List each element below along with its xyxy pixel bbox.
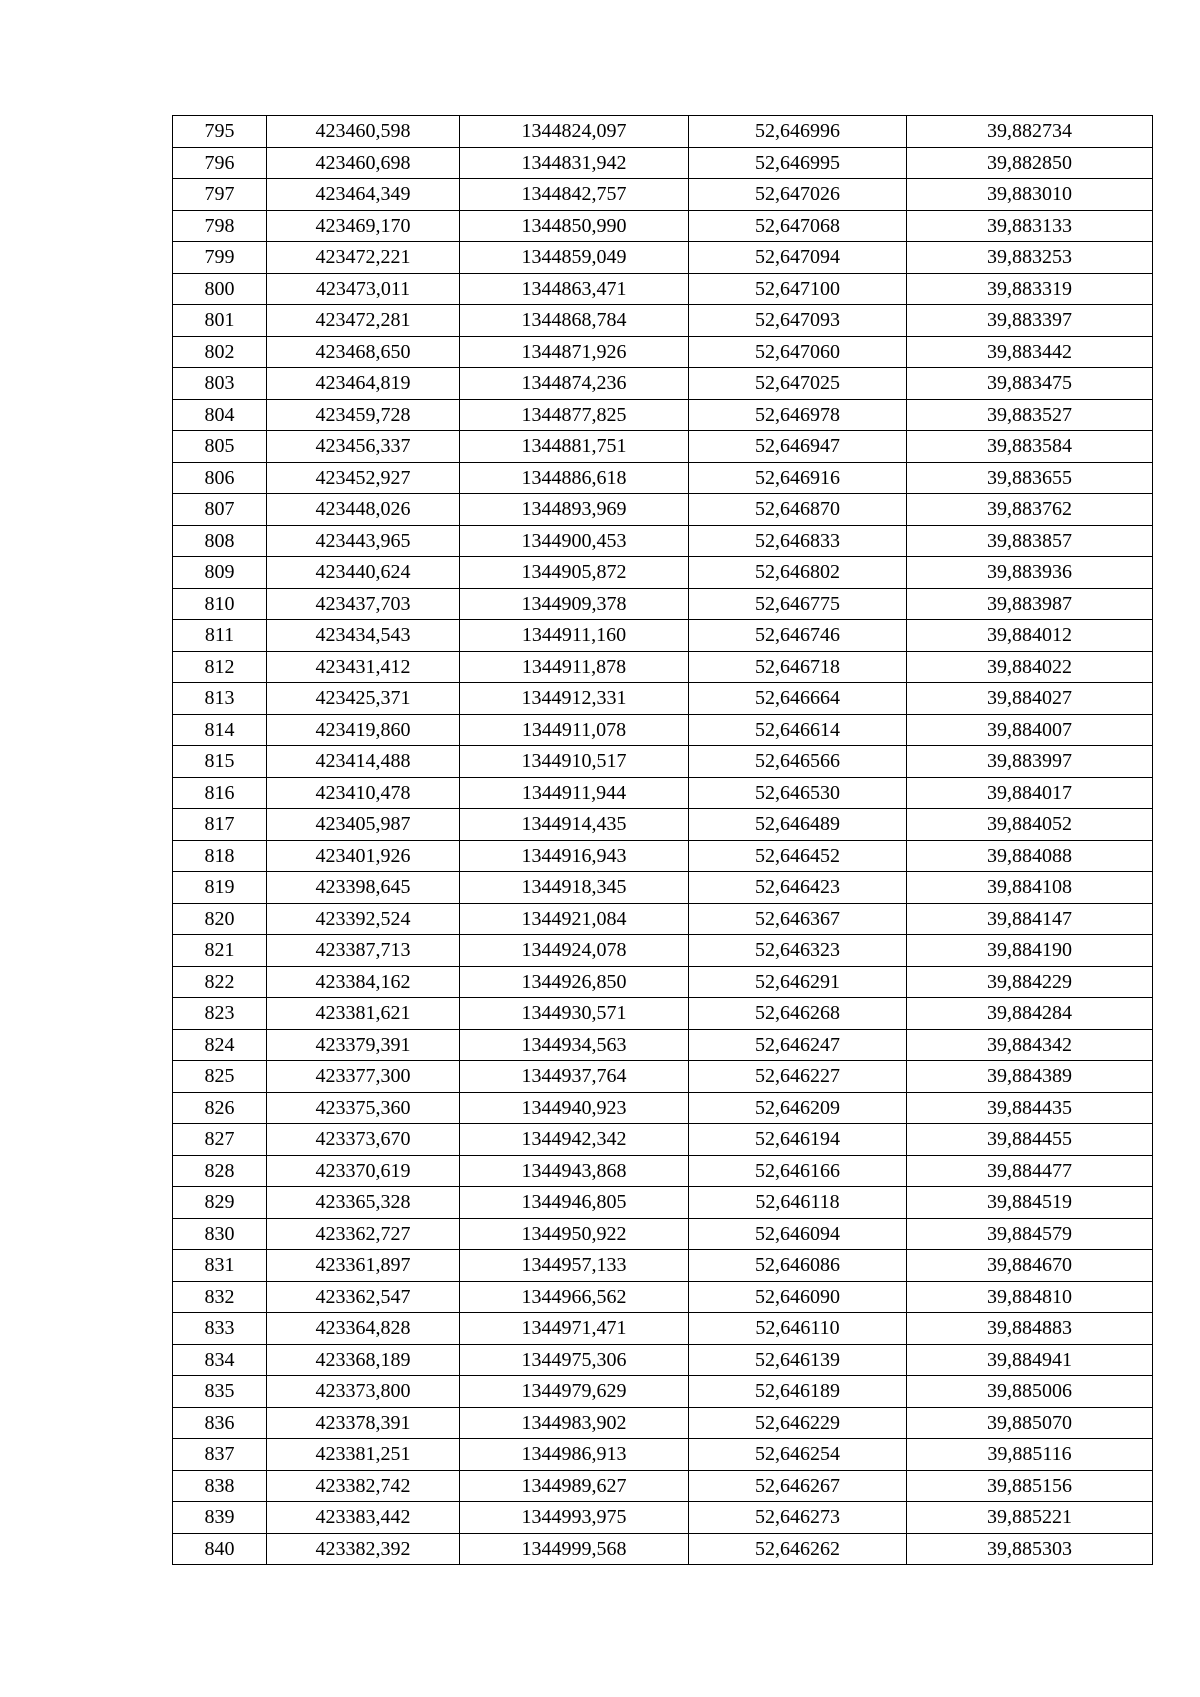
x-coordinate-cell: 423437,703 [267,588,460,620]
longitude-cell: 39,883133 [907,210,1153,242]
table-row [173,1092,1153,1124]
y-coordinate-cell: 1344886,618 [460,462,689,494]
point-number-cell: 829 [173,1187,267,1219]
longitude-cell: 39,885116 [907,1439,1153,1471]
point-number-cell: 803 [173,368,267,400]
table-row [173,1439,1153,1471]
point-number-cell: 798 [173,210,267,242]
latitude-cell: 52,646268 [689,998,907,1030]
point-number-cell: 828 [173,1155,267,1187]
table-row [173,683,1153,715]
latitude-cell: 52,646947 [689,431,907,463]
coordinates-table [172,115,1153,1565]
y-coordinate-cell: 1344950,922 [460,1218,689,1250]
latitude-cell: 52,646090 [689,1281,907,1313]
latitude-cell: 52,646139 [689,1344,907,1376]
x-coordinate-cell: 423383,442 [267,1502,460,1534]
latitude-cell: 52,646166 [689,1155,907,1187]
table-row [173,1061,1153,1093]
latitude-cell: 52,646566 [689,746,907,778]
y-coordinate-cell: 1344926,850 [460,966,689,998]
latitude-cell: 52,646367 [689,903,907,935]
latitude-cell: 52,647068 [689,210,907,242]
table-row [173,998,1153,1030]
x-coordinate-cell: 423405,987 [267,809,460,841]
y-coordinate-cell: 1344971,471 [460,1313,689,1345]
y-coordinate-cell: 1344911,078 [460,714,689,746]
longitude-cell: 39,884088 [907,840,1153,872]
x-coordinate-cell: 423456,337 [267,431,460,463]
latitude-cell: 52,646209 [689,1092,907,1124]
x-coordinate-cell: 423362,727 [267,1218,460,1250]
x-coordinate-cell: 423382,392 [267,1533,460,1565]
y-coordinate-cell: 1344942,342 [460,1124,689,1156]
y-coordinate-cell: 1344850,990 [460,210,689,242]
x-coordinate-cell: 423381,621 [267,998,460,1030]
y-coordinate-cell: 1344914,435 [460,809,689,841]
x-coordinate-cell: 423419,860 [267,714,460,746]
point-number-cell: 830 [173,1218,267,1250]
latitude-cell: 52,647025 [689,368,907,400]
y-coordinate-cell: 1344924,078 [460,935,689,967]
table-row [173,431,1153,463]
y-coordinate-cell: 1344881,751 [460,431,689,463]
table-row [173,1533,1153,1565]
latitude-cell: 52,646423 [689,872,907,904]
y-coordinate-cell: 1344918,345 [460,872,689,904]
point-number-cell: 826 [173,1092,267,1124]
x-coordinate-cell: 423392,524 [267,903,460,935]
x-coordinate-cell: 423472,221 [267,242,460,274]
table-row [173,1124,1153,1156]
table-row [173,116,1153,148]
y-coordinate-cell: 1344911,160 [460,620,689,652]
longitude-cell: 39,883010 [907,179,1153,211]
point-number-cell: 823 [173,998,267,1030]
point-number-cell: 813 [173,683,267,715]
x-coordinate-cell: 423384,162 [267,966,460,998]
y-coordinate-cell: 1344912,331 [460,683,689,715]
point-number-cell: 800 [173,273,267,305]
longitude-cell: 39,884012 [907,620,1153,652]
y-coordinate-cell: 1344909,378 [460,588,689,620]
latitude-cell: 52,646247 [689,1029,907,1061]
point-number-cell: 837 [173,1439,267,1471]
x-coordinate-cell: 423472,281 [267,305,460,337]
y-coordinate-cell: 1344831,942 [460,147,689,179]
latitude-cell: 52,646267 [689,1470,907,1502]
latitude-cell: 52,646254 [689,1439,907,1471]
longitude-cell: 39,884229 [907,966,1153,998]
table-row [173,494,1153,526]
point-number-cell: 802 [173,336,267,368]
table-row [173,1155,1153,1187]
x-coordinate-cell: 423473,011 [267,273,460,305]
longitude-cell: 39,884190 [907,935,1153,967]
latitude-cell: 52,646094 [689,1218,907,1250]
longitude-cell: 39,883987 [907,588,1153,620]
y-coordinate-cell: 1344859,049 [460,242,689,274]
point-number-cell: 822 [173,966,267,998]
table-row [173,714,1153,746]
x-coordinate-cell: 423377,300 [267,1061,460,1093]
y-coordinate-cell: 1344842,757 [460,179,689,211]
table-row [173,1502,1153,1534]
latitude-cell: 52,646996 [689,116,907,148]
latitude-cell: 52,646802 [689,557,907,589]
latitude-cell: 52,647100 [689,273,907,305]
longitude-cell: 39,883762 [907,494,1153,526]
latitude-cell: 52,646978 [689,399,907,431]
point-number-cell: 836 [173,1407,267,1439]
y-coordinate-cell: 1344966,562 [460,1281,689,1313]
y-coordinate-cell: 1344871,926 [460,336,689,368]
y-coordinate-cell: 1344916,943 [460,840,689,872]
point-number-cell: 835 [173,1376,267,1408]
point-number-cell: 820 [173,903,267,935]
point-number-cell: 808 [173,525,267,557]
y-coordinate-cell: 1344900,453 [460,525,689,557]
x-coordinate-cell: 423469,170 [267,210,460,242]
table-row [173,368,1153,400]
x-coordinate-cell: 423414,488 [267,746,460,778]
latitude-cell: 52,647093 [689,305,907,337]
latitude-cell: 52,646614 [689,714,907,746]
y-coordinate-cell: 1344893,969 [460,494,689,526]
longitude-cell: 39,883584 [907,431,1153,463]
longitude-cell: 39,882850 [907,147,1153,179]
longitude-cell: 39,884810 [907,1281,1153,1313]
table-row [173,588,1153,620]
point-number-cell: 796 [173,147,267,179]
latitude-cell: 52,646323 [689,935,907,967]
table-row [173,777,1153,809]
x-coordinate-cell: 423431,412 [267,651,460,683]
point-number-cell: 816 [173,777,267,809]
table-row [173,557,1153,589]
point-number-cell: 838 [173,1470,267,1502]
point-number-cell: 799 [173,242,267,274]
point-number-cell: 839 [173,1502,267,1534]
y-coordinate-cell: 1344975,306 [460,1344,689,1376]
point-number-cell: 814 [173,714,267,746]
table-row [173,935,1153,967]
table-row [173,525,1153,557]
longitude-cell: 39,884007 [907,714,1153,746]
x-coordinate-cell: 423460,598 [267,116,460,148]
latitude-cell: 52,646995 [689,147,907,179]
y-coordinate-cell: 1344930,571 [460,998,689,1030]
x-coordinate-cell: 423375,360 [267,1092,460,1124]
latitude-cell: 52,646110 [689,1313,907,1345]
y-coordinate-cell: 1344943,868 [460,1155,689,1187]
coordinates-table-body [173,116,1153,1565]
longitude-cell: 39,884389 [907,1061,1153,1093]
x-coordinate-cell: 423401,926 [267,840,460,872]
point-number-cell: 795 [173,116,267,148]
latitude-cell: 52,646530 [689,777,907,809]
longitude-cell: 39,884435 [907,1092,1153,1124]
latitude-cell: 52,646118 [689,1187,907,1219]
longitude-cell: 39,884883 [907,1313,1153,1345]
table-row [173,147,1153,179]
longitude-cell: 39,885303 [907,1533,1153,1565]
table-row [173,966,1153,998]
table-row [173,1376,1153,1408]
longitude-cell: 39,884147 [907,903,1153,935]
table-row [173,1281,1153,1313]
point-number-cell: 806 [173,462,267,494]
y-coordinate-cell: 1344863,471 [460,273,689,305]
point-number-cell: 832 [173,1281,267,1313]
longitude-cell: 39,883655 [907,462,1153,494]
table-row [173,1407,1153,1439]
longitude-cell: 39,884108 [907,872,1153,904]
latitude-cell: 52,646746 [689,620,907,652]
longitude-cell: 39,885070 [907,1407,1153,1439]
longitude-cell: 39,884455 [907,1124,1153,1156]
x-coordinate-cell: 423452,927 [267,462,460,494]
point-number-cell: 817 [173,809,267,841]
latitude-cell: 52,646664 [689,683,907,715]
latitude-cell: 52,647026 [689,179,907,211]
x-coordinate-cell: 423378,391 [267,1407,460,1439]
point-number-cell: 804 [173,399,267,431]
longitude-cell: 39,884941 [907,1344,1153,1376]
x-coordinate-cell: 423443,965 [267,525,460,557]
longitude-cell: 39,883442 [907,336,1153,368]
longitude-cell: 39,884342 [907,1029,1153,1061]
x-coordinate-cell: 423459,728 [267,399,460,431]
latitude-cell: 52,646870 [689,494,907,526]
longitude-cell: 39,885156 [907,1470,1153,1502]
x-coordinate-cell: 423440,624 [267,557,460,589]
point-number-cell: 815 [173,746,267,778]
point-number-cell: 797 [173,179,267,211]
x-coordinate-cell: 423468,650 [267,336,460,368]
y-coordinate-cell: 1344999,568 [460,1533,689,1565]
table-row [173,1344,1153,1376]
x-coordinate-cell: 423382,742 [267,1470,460,1502]
latitude-cell: 52,646291 [689,966,907,998]
latitude-cell: 52,646273 [689,1502,907,1534]
x-coordinate-cell: 423370,619 [267,1155,460,1187]
longitude-cell: 39,884284 [907,998,1153,1030]
longitude-cell: 39,884519 [907,1187,1153,1219]
point-number-cell: 821 [173,935,267,967]
table-row [173,179,1153,211]
y-coordinate-cell: 1344824,097 [460,116,689,148]
table-row [173,620,1153,652]
point-number-cell: 801 [173,305,267,337]
y-coordinate-cell: 1344921,084 [460,903,689,935]
longitude-cell: 39,883997 [907,746,1153,778]
x-coordinate-cell: 423373,800 [267,1376,460,1408]
longitude-cell: 39,884027 [907,683,1153,715]
latitude-cell: 52,647094 [689,242,907,274]
longitude-cell: 39,883857 [907,525,1153,557]
table-row [173,1029,1153,1061]
table-row [173,242,1153,274]
latitude-cell: 52,646229 [689,1407,907,1439]
table-row [173,746,1153,778]
table-row [173,1187,1153,1219]
y-coordinate-cell: 1344868,784 [460,305,689,337]
table-row [173,399,1153,431]
point-number-cell: 825 [173,1061,267,1093]
x-coordinate-cell: 423460,698 [267,147,460,179]
latitude-cell: 52,646227 [689,1061,907,1093]
y-coordinate-cell: 1344911,944 [460,777,689,809]
longitude-cell: 39,883936 [907,557,1153,589]
table-row [173,903,1153,935]
point-number-cell: 834 [173,1344,267,1376]
table-row [173,1313,1153,1345]
longitude-cell: 39,883475 [907,368,1153,400]
y-coordinate-cell: 1344934,563 [460,1029,689,1061]
x-coordinate-cell: 423364,828 [267,1313,460,1345]
latitude-cell: 52,646194 [689,1124,907,1156]
x-coordinate-cell: 423410,478 [267,777,460,809]
x-coordinate-cell: 423398,645 [267,872,460,904]
x-coordinate-cell: 423362,547 [267,1281,460,1313]
x-coordinate-cell: 423379,391 [267,1029,460,1061]
longitude-cell: 39,883527 [907,399,1153,431]
y-coordinate-cell: 1344989,627 [460,1470,689,1502]
table-row [173,840,1153,872]
table-row [173,651,1153,683]
latitude-cell: 52,646189 [689,1376,907,1408]
table-row [173,462,1153,494]
latitude-cell: 52,646262 [689,1533,907,1565]
table-row [173,305,1153,337]
latitude-cell: 52,646086 [689,1250,907,1282]
point-number-cell: 840 [173,1533,267,1565]
longitude-cell: 39,884022 [907,651,1153,683]
longitude-cell: 39,884670 [907,1250,1153,1282]
point-number-cell: 819 [173,872,267,904]
latitude-cell: 52,646489 [689,809,907,841]
longitude-cell: 39,882734 [907,116,1153,148]
latitude-cell: 52,646452 [689,840,907,872]
y-coordinate-cell: 1344993,975 [460,1502,689,1534]
x-coordinate-cell: 423448,026 [267,494,460,526]
longitude-cell: 39,884579 [907,1218,1153,1250]
point-number-cell: 818 [173,840,267,872]
y-coordinate-cell: 1344940,923 [460,1092,689,1124]
y-coordinate-cell: 1344874,236 [460,368,689,400]
table-row [173,336,1153,368]
x-coordinate-cell: 423425,371 [267,683,460,715]
point-number-cell: 810 [173,588,267,620]
table-row [173,1470,1153,1502]
y-coordinate-cell: 1344937,764 [460,1061,689,1093]
longitude-cell: 39,883253 [907,242,1153,274]
longitude-cell: 39,883397 [907,305,1153,337]
longitude-cell: 39,885006 [907,1376,1153,1408]
x-coordinate-cell: 423464,819 [267,368,460,400]
latitude-cell: 52,646718 [689,651,907,683]
x-coordinate-cell: 423387,713 [267,935,460,967]
x-coordinate-cell: 423464,349 [267,179,460,211]
longitude-cell: 39,884477 [907,1155,1153,1187]
point-number-cell: 807 [173,494,267,526]
y-coordinate-cell: 1344986,913 [460,1439,689,1471]
x-coordinate-cell: 423368,189 [267,1344,460,1376]
x-coordinate-cell: 423365,328 [267,1187,460,1219]
latitude-cell: 52,646775 [689,588,907,620]
y-coordinate-cell: 1344877,825 [460,399,689,431]
table-row [173,1218,1153,1250]
longitude-cell: 39,883319 [907,273,1153,305]
table-row [173,809,1153,841]
latitude-cell: 52,646916 [689,462,907,494]
table-row [173,872,1153,904]
point-number-cell: 805 [173,431,267,463]
x-coordinate-cell: 423434,543 [267,620,460,652]
point-number-cell: 809 [173,557,267,589]
y-coordinate-cell: 1344905,872 [460,557,689,589]
x-coordinate-cell: 423361,897 [267,1250,460,1282]
point-number-cell: 831 [173,1250,267,1282]
point-number-cell: 833 [173,1313,267,1345]
latitude-cell: 52,647060 [689,336,907,368]
longitude-cell: 39,884017 [907,777,1153,809]
x-coordinate-cell: 423381,251 [267,1439,460,1471]
point-number-cell: 812 [173,651,267,683]
latitude-cell: 52,646833 [689,525,907,557]
point-number-cell: 824 [173,1029,267,1061]
y-coordinate-cell: 1344910,517 [460,746,689,778]
longitude-cell: 39,885221 [907,1502,1153,1534]
table-row [173,210,1153,242]
y-coordinate-cell: 1344911,878 [460,651,689,683]
table-row [173,1250,1153,1282]
y-coordinate-cell: 1344957,133 [460,1250,689,1282]
point-number-cell: 827 [173,1124,267,1156]
y-coordinate-cell: 1344983,902 [460,1407,689,1439]
y-coordinate-cell: 1344946,805 [460,1187,689,1219]
longitude-cell: 39,884052 [907,809,1153,841]
x-coordinate-cell: 423373,670 [267,1124,460,1156]
y-coordinate-cell: 1344979,629 [460,1376,689,1408]
point-number-cell: 811 [173,620,267,652]
table-row [173,273,1153,305]
